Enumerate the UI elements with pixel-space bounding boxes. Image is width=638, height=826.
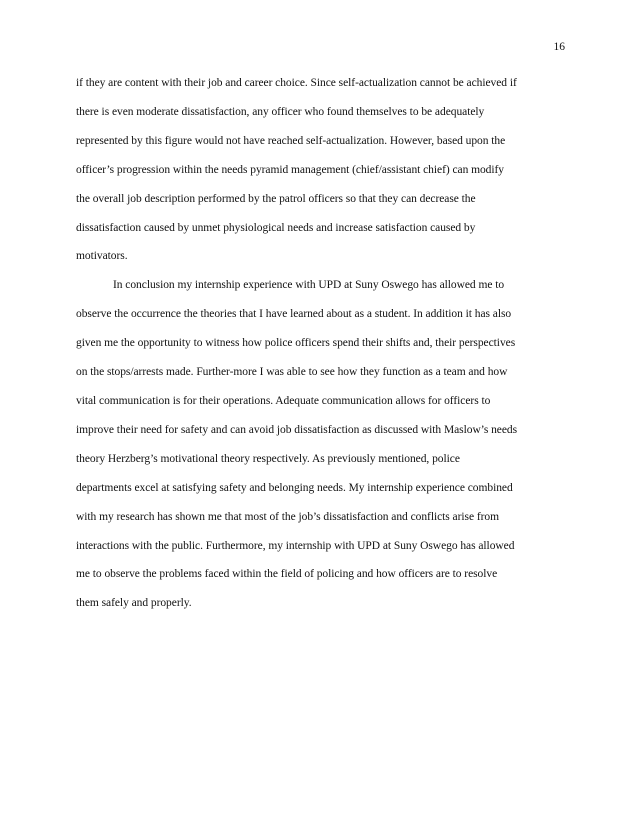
text-line: In conclusion my internship experience with UPD at Suny Oswego has allowed me to [113, 279, 505, 292]
text-line: departments excel at satisfying safety and belonging needs. My internship experience combined [76, 481, 513, 494]
text-line: motivators. [76, 250, 128, 263]
text-line: officer’s progression within the needs pyramid management (chief/assistant chief) can modify [76, 163, 505, 176]
text-line: dissatisfaction caused by unmet physiological needs and increase satisfaction caused by [76, 221, 476, 234]
text-line: vital communication is for their operations. Adequate communication allows for officers to [76, 394, 491, 407]
text-line: on the stops/arrests made. Further-more I was able to see how they function as a team and how [76, 366, 508, 379]
text-line: me to observe the problems faced within the field of policing and how officers are to resolve [76, 568, 498, 581]
text-line: given me the opportunity to witness how police officers spend their shifts and, their perspectives [76, 337, 516, 350]
page-number: 16 [553, 41, 565, 53]
text-line: if they are content with their job and career choice. Since self-actualization cannot be achieved if [76, 77, 517, 89]
text-line: the overall job description performed by the patrol officers so that they can decrease the [76, 192, 476, 205]
text-line: represented by this figure would not have reached self-actualization. However, based upon the [76, 134, 506, 147]
text-line: observe the occurrence the theories that I have learned about as a student. In addition it has also [76, 308, 512, 321]
text-line: them safely and properly. [76, 597, 192, 610]
text-line: interactions with the public. Furthermore, my internship with UPD at Suny Oswego has allowed [76, 539, 515, 552]
body-text [76, 69, 576, 618]
text-line: with my research has shown me that most of the job’s dissatisfaction and conflicts arise from [76, 510, 499, 523]
text-line: theory Herzberg’s motivational theory respectively. As previously mentioned, police [76, 452, 460, 465]
text-line: there is even moderate dissatisfaction, any officer who found themselves to be adequately [76, 105, 485, 118]
text-line: improve their need for safety and can avoid job dissatisfaction as discussed with Maslow’s needs [76, 423, 518, 436]
